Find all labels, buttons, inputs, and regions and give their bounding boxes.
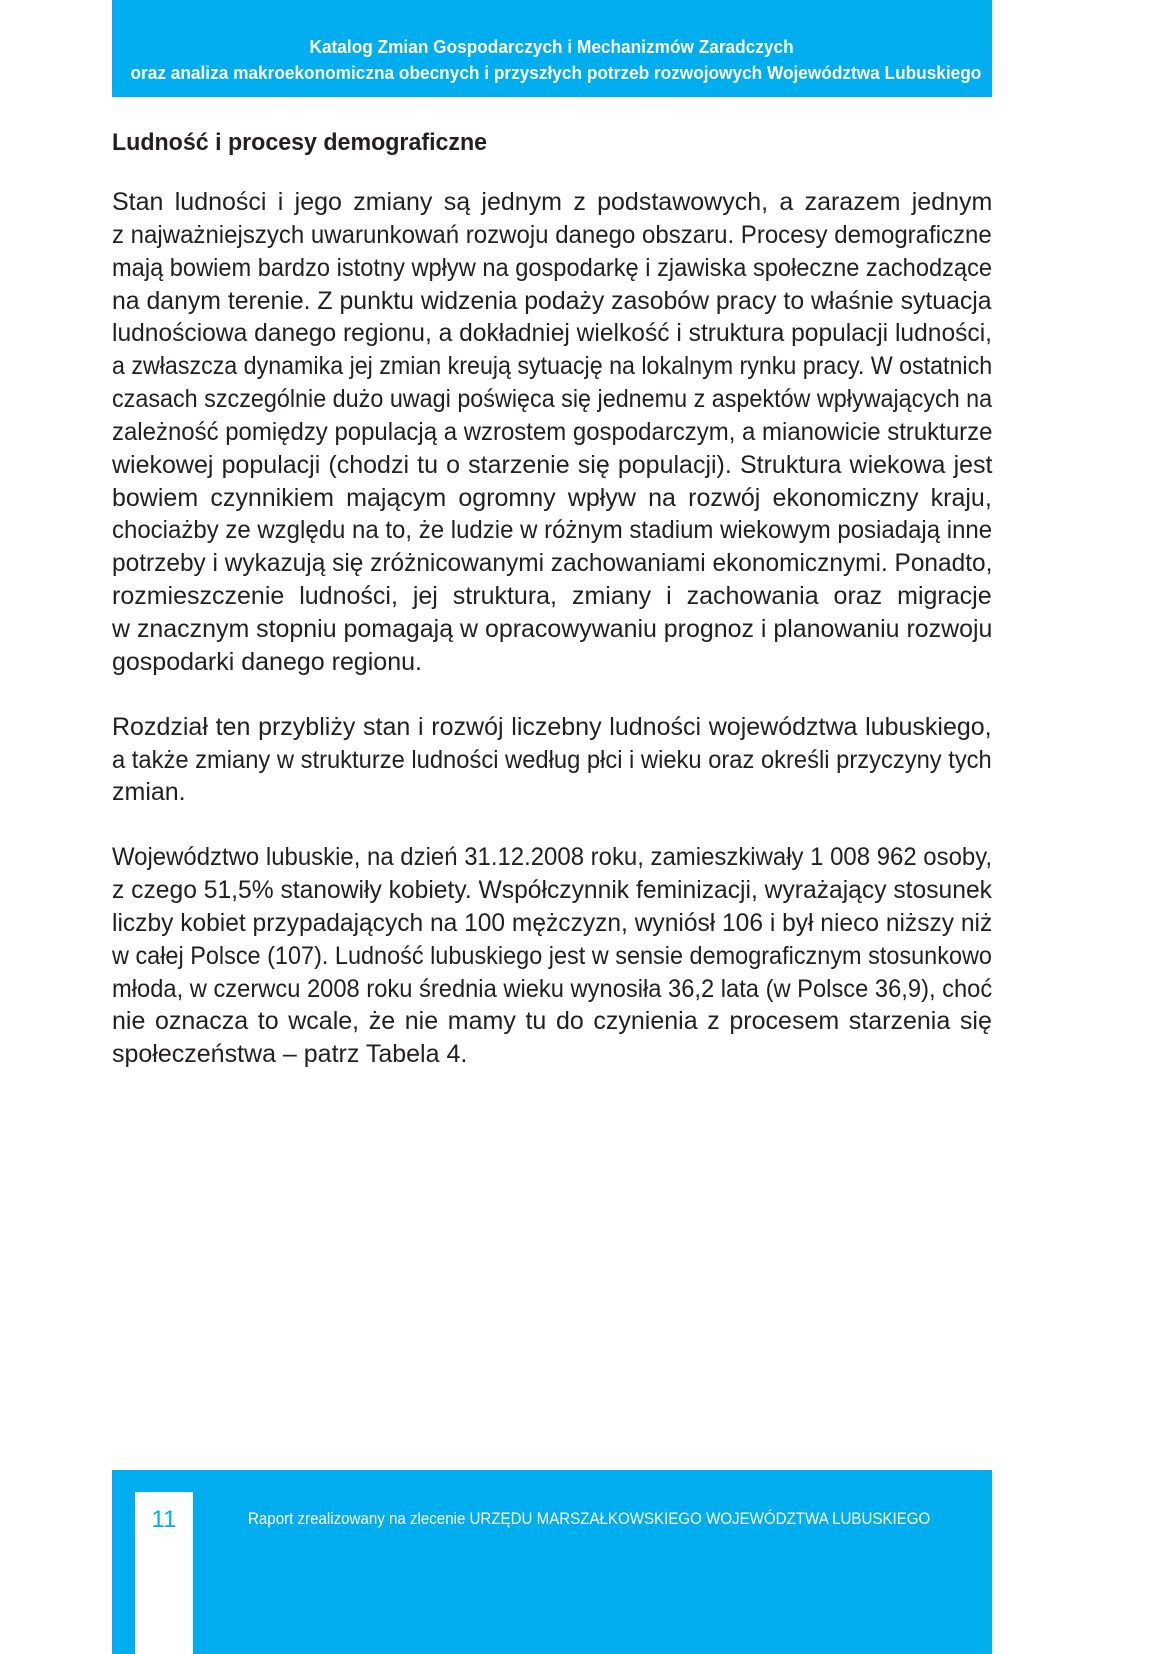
paragraph-line	[112, 841, 992, 874]
footer-text	[248, 1509, 1016, 1529]
paragraph-line	[112, 1038, 992, 1071]
paragraph-line	[112, 940, 992, 973]
paragraph-line-text: nie oznacza to wcale, że nie mamy tu do czynienia z procesem starzenia się	[112, 1007, 992, 1036]
paragraph-line-text: zależność pomiędzy populacją a wzrostem gospodarczym, a mianowicie strukturze	[112, 417, 993, 446]
paragraph-line-text: z najważniejszych uwarunkowań rozwoju danego obszaru. Procesy demograficzne	[112, 220, 992, 249]
paragraph-line	[112, 547, 992, 580]
paragraph-line	[112, 186, 992, 219]
paragraph-line	[112, 711, 992, 744]
paragraph-line	[112, 973, 992, 1006]
paragraph-line-text: w znacznym stopniu pomagają w opracowywaniu prognoz i planowaniu rozwoju	[112, 614, 993, 643]
page-number-box	[135, 1492, 193, 1654]
paragraph-line-text: na danym terenie. Z punktu widzenia podaży zasobów pracy to właśnie sytuacja	[112, 286, 992, 315]
section-heading-text: Ludność i procesy demograficzne	[112, 129, 488, 156]
paragraph-line	[112, 580, 992, 613]
paragraph-line	[112, 383, 992, 416]
header-title-line-1-text: Katalog Zmian Gospodarczych i Mechanizmów Zaradczych	[309, 37, 795, 57]
paragraph-line-text: bowiem czynnikiem mającym ogromny wpływ na rozwój ekonomiczny kraju,	[112, 483, 992, 512]
paragraph-line-text: mają bowiem bardzo istotny wpływ na gospodarkę i zjawiska społeczne zachodzące	[112, 253, 993, 282]
paragraph-line	[112, 514, 992, 547]
paragraph-line-text: a zwłaszcza dynamika jej zmian kreują sytuację na lokalnym rynku pracy. W ostatnich	[112, 352, 993, 381]
header-title-line-2	[112, 62, 992, 84]
footer-bar	[112, 1470, 992, 1654]
header-title-line-1	[112, 36, 992, 58]
paragraph-line-text: potrzeby i wykazują się zróżnicowanymi zachowaniami ekonomicznymi. Ponadto,	[112, 549, 993, 578]
body-text	[112, 186, 992, 1103]
header-title-line-2-text: oraz analiza makroekonomiczna obecnych i przyszłych potrzeb rozwojowych Województwa Lubuskiego	[130, 63, 982, 83]
paragraph-line-text: a także zmiany w strukturze ludności według płci i wieku oraz określi przyczyny tych	[112, 745, 992, 774]
paragraph-line-text: Rozdział ten przybliży stan i rozwój liczebny ludności województwa lubuskiego,	[112, 712, 992, 741]
paragraph-line-text: społeczeństwa – patrz Tabela 4.	[112, 1040, 468, 1069]
paragraph-line	[112, 613, 992, 646]
paragraph-line-text: wiekowej populacji (chodzi tu o starzenie się populacji). Struktura wiekowa jest	[112, 450, 993, 479]
paragraph-line-text: chociażby ze względu na to, że ludzie w różnym stadium wiekowym posiadają inne	[112, 516, 993, 545]
paragraph-line-text: czasach szczególnie dużo uwagi poświęca się jednemu z aspektów wpływających na	[112, 385, 993, 414]
paragraph-line	[112, 744, 992, 777]
paragraph-line	[112, 874, 992, 907]
paragraph-line-text: liczby kobiet przypadających na 100 mężczyzn, wyniósł 106 i był nieco niższy niż	[112, 908, 993, 937]
paragraph-line	[112, 416, 992, 449]
section-heading	[112, 128, 500, 158]
paragraph-line-text: Województwo lubuskie, na dzień 31.12.2008 roku, zamieszkiwały 1 008 962 osoby,	[112, 843, 993, 872]
paragraph-line	[112, 646, 992, 679]
paragraph-line	[112, 449, 992, 482]
paragraph-line-text: w całej Polsce (107). Ludność lubuskiego jest w sensie demograficznym stosunkowo	[112, 941, 992, 970]
paragraph-line	[112, 285, 992, 318]
paragraph-line-text: Stan ludności i jego zmiany są jednym z podstawowych, a zarazem jednym	[112, 188, 993, 216]
paragraph-line-text: gospodarki danego regionu.	[112, 647, 422, 676]
paragraph-line	[112, 252, 992, 285]
paragraph-line-text: zmian.	[112, 778, 186, 807]
page-number: 11	[151, 1506, 177, 1533]
paragraph-line-text: rozmieszczenie ludności, jej struktura, zmiany i zachowania oraz migracje	[112, 582, 992, 611]
paragraph-2	[112, 711, 992, 810]
header-bar	[112, 0, 992, 97]
paragraph-3	[112, 841, 992, 1071]
paragraph-line	[112, 776, 992, 809]
paragraph-line	[112, 907, 992, 940]
paragraph-line	[112, 482, 992, 515]
paragraph-line	[112, 219, 992, 252]
footer-text-content: Raport zrealizowany na zlecenie URZĘDU MARSZAŁKOWSKIEGO WOJEWÓDZTWA LUBUSKIEGO	[248, 1509, 931, 1528]
paragraph-1	[112, 186, 992, 679]
paragraph-line-text: młoda, w czerwcu 2008 roku średnia wieku wynosiła 36,2 lata (w Polsce 36,9), choć	[112, 974, 993, 1003]
paragraph-line	[112, 1005, 992, 1038]
paragraph-line	[112, 317, 992, 350]
paragraph-line-text: ludnościowa danego regionu, a dokładniej wielkość i struktura populacji ludności,	[112, 319, 992, 348]
paragraph-line	[112, 350, 992, 383]
paragraph-line-text: z czego 51,5% stanowiły kobiety. Współczynnik feminizacji, wyrażający stosunek	[112, 876, 992, 905]
